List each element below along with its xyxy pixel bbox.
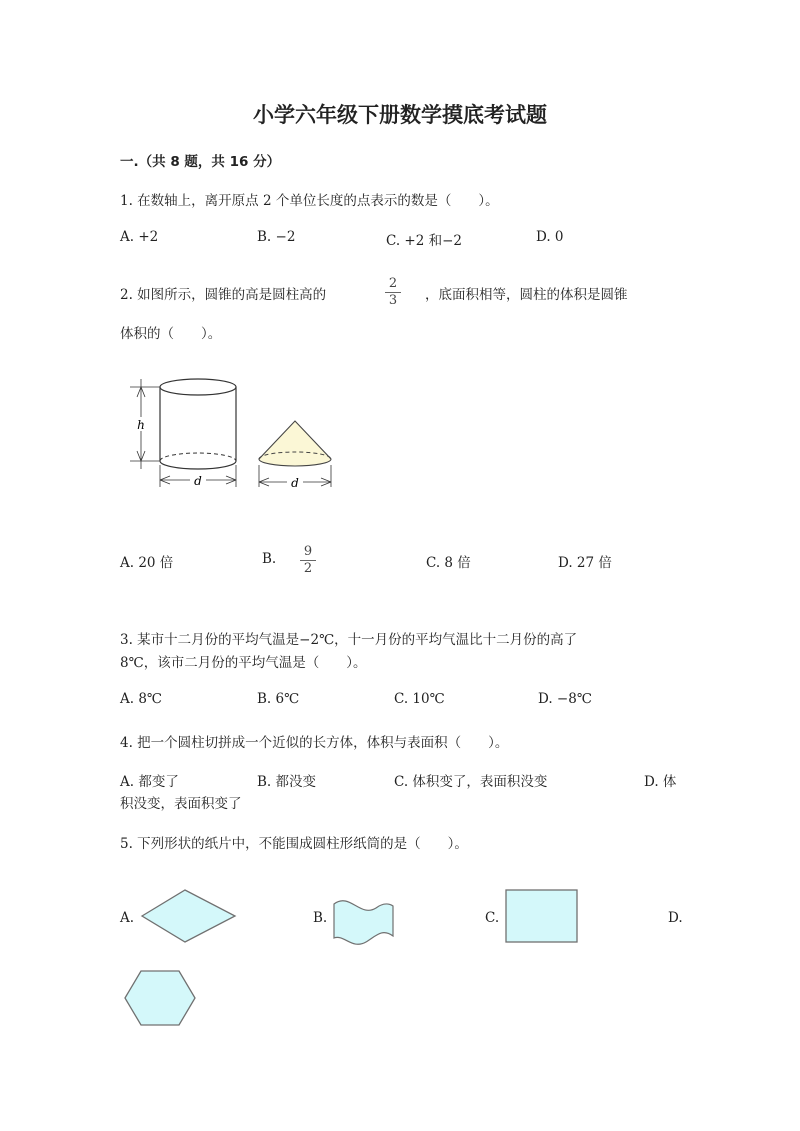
q1-option-c: C. +2 和−2 <box>386 233 463 249</box>
q4-option-d: D. 体 <box>644 774 677 790</box>
rectangle-shape <box>504 888 580 944</box>
question-2-stem-start: 2. 如图所示，圆锥的高是圆柱高的 <box>120 287 327 303</box>
cylinder-diameter-label: d <box>194 474 202 488</box>
q3-option-a: A. 8℃ <box>120 691 163 707</box>
q4-option-a: A. 都变了 <box>120 774 179 790</box>
section-heading: 一.（共 8 题，共 16 分） <box>120 154 281 170</box>
rhombus-shape <box>140 888 240 944</box>
q4-option-d-wrap: 积没变，表面积变了 <box>120 796 242 812</box>
cone-diameter-label: d <box>291 476 299 490</box>
hexagon-shape <box>123 969 199 1029</box>
q4-option-b: B. 都没变 <box>257 774 317 790</box>
q2-option-b-fraction <box>300 545 316 576</box>
q2-option-b-numerator: 9 <box>303 544 313 559</box>
q4-option-c: C. 体积变了，表面积没变 <box>394 774 548 790</box>
question-2-stem-line2: 体积的（ ）。 <box>120 326 222 342</box>
question-3-stem-line2: 8℃，该市二月份的平均气温是（ ）。 <box>120 655 367 671</box>
q5-option-a-label: A. <box>120 910 135 926</box>
question-2-stem-end: ，底面积相等，圆柱的体积是圆锥 <box>425 287 628 303</box>
q5-option-b-label: B. <box>313 910 328 926</box>
q2-option-a: A. 20 倍 <box>120 555 174 571</box>
q1-option-b: B. −2 <box>257 229 296 245</box>
q2-option-c: C. 8 倍 <box>426 555 471 571</box>
q2-option-b-denominator: 2 <box>303 561 313 576</box>
q1-option-a: A. +2 <box>120 229 159 245</box>
q3-option-b: B. 6℃ <box>257 691 300 707</box>
q2-fraction-denominator: 3 <box>388 293 398 308</box>
question-1-stem: 1. 在数轴上，离开原点 2 个单位长度的点表示的数是（ ）。 <box>120 193 499 209</box>
q3-option-d: D. −8℃ <box>538 691 592 707</box>
q3-option-c: C. 10℃ <box>394 691 445 707</box>
cone <box>259 421 331 466</box>
q5-option-d-label: D. <box>668 910 683 926</box>
q2-fraction-numerator: 2 <box>388 276 398 291</box>
page-title: 小学六年级下册数学摸底考试题 <box>253 103 547 127</box>
height-arrow <box>130 379 160 469</box>
question-4-stem: 4. 把一个圆柱切拼成一个近似的长方体，体积与表面积（ ）。 <box>120 735 509 751</box>
height-label: h <box>137 418 145 432</box>
q2-option-b: B. <box>262 551 277 567</box>
q5-option-c-label: C. <box>485 910 500 926</box>
q2-fraction <box>385 277 401 308</box>
q2-option-d: D. 27 倍 <box>558 555 612 571</box>
question-3-stem: 3. 某市十二月份的平均气温是−2℃，十一月份的平均气温比十二月份的高了 <box>120 632 578 648</box>
cylinder-cone-figure <box>125 375 345 495</box>
question-5-stem: 5. 下列形状的纸片中，不能围成圆柱形纸筒的是（ ）。 <box>120 836 468 852</box>
wavy-rectangle-shape <box>332 898 396 946</box>
q1-option-d: D. 0 <box>536 229 564 245</box>
cylinder <box>160 379 236 469</box>
